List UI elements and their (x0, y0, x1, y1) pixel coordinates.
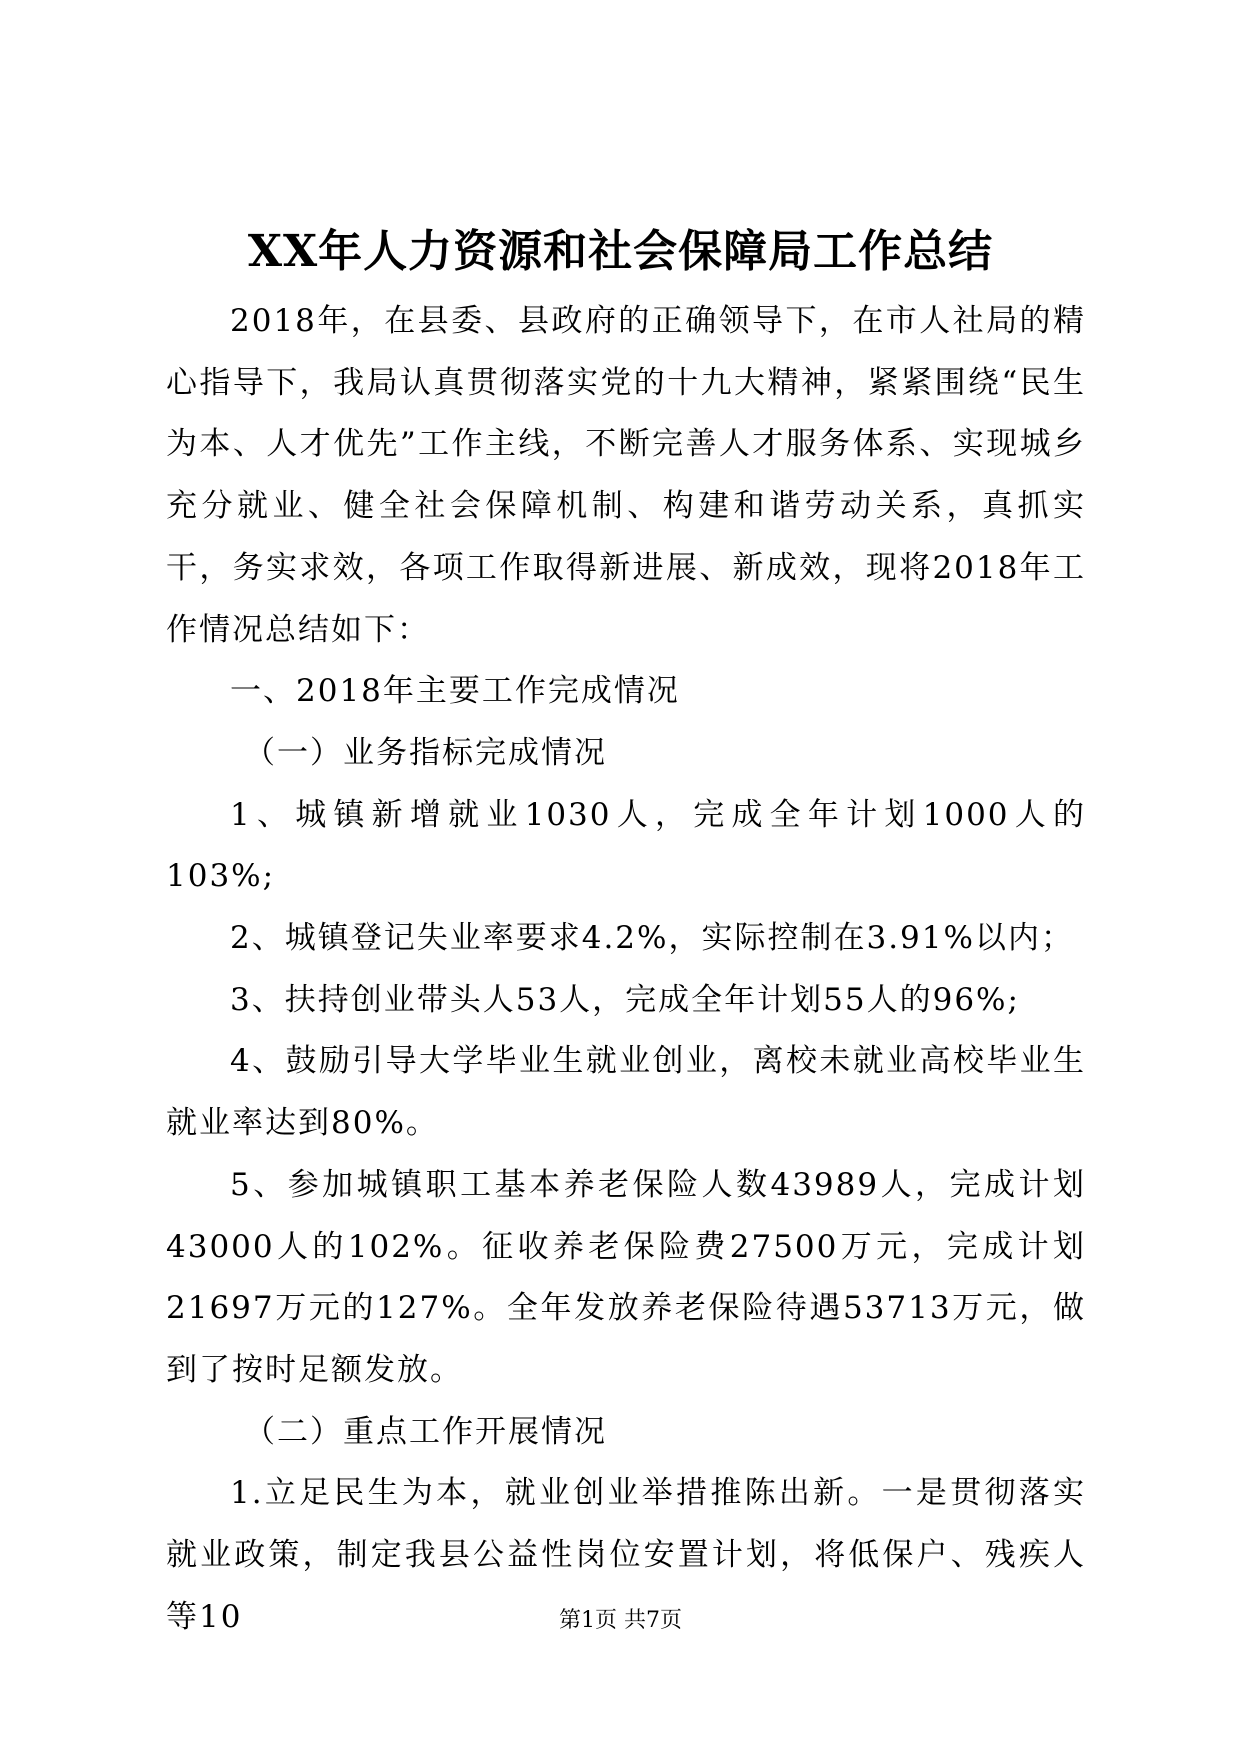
work-paragraph-1: 1.立足民生为本，就业创业举措推陈出新。一是贯彻落实就业政策，制定我县公益性岗位安置计划，将低保户、残疾人等10 (166, 1475, 1086, 1635)
list-item-1: 1、城镇新增就业1030人，完成全年计划1000人的103%; (166, 796, 1086, 895)
document-title: XX年人力资源和社会保障局工作总结 (247, 226, 994, 277)
list-item-3: 3、扶持创业带头人53人，完成全年计划55人的96%; (230, 981, 1020, 1018)
list-item-5: 5、参加城镇职工基本养老保险人数43989人，完成计划43000人的102%。征收养老保险费27500万元，完成计划21697万元的127%。全年发放养老保险待遇53713万元，做到了按时足额发放。 (166, 1166, 1086, 1388)
list-item-2: 2、城镇登记失业率要求4.2%，实际控制在3.91%以内； (230, 920, 1074, 957)
list-item-4: 4、鼓励引导大学毕业生就业创业，离校未就业高校毕业生就业率达到80%。 (166, 1043, 1086, 1142)
document-body (166, 291, 1086, 1648)
subsection-heading-2: （二）重点工作开展情况 (244, 1413, 607, 1450)
page-footer: 第1页 共7页 (559, 1608, 682, 1633)
subsection-heading-1: （一）业务指标完成情况 (244, 734, 607, 771)
intro-paragraph: 2018年，在县委、县政府的正确领导下，在市人社局的精心指导下，我局认真贯彻落实党的十九大精神，紧紧围绕“民生为本、人才优先”工作主线，不断完善人才服务体系、实现城乡充分就业、健全社会保障机制、构建和谐劳动关系，真抓实干，务实求效，各项工作取得新进展、新成效，现将2018年工作情况总结如下： (166, 303, 1086, 648)
section-heading-1: 一、2018年主要工作完成情况 (230, 673, 680, 710)
